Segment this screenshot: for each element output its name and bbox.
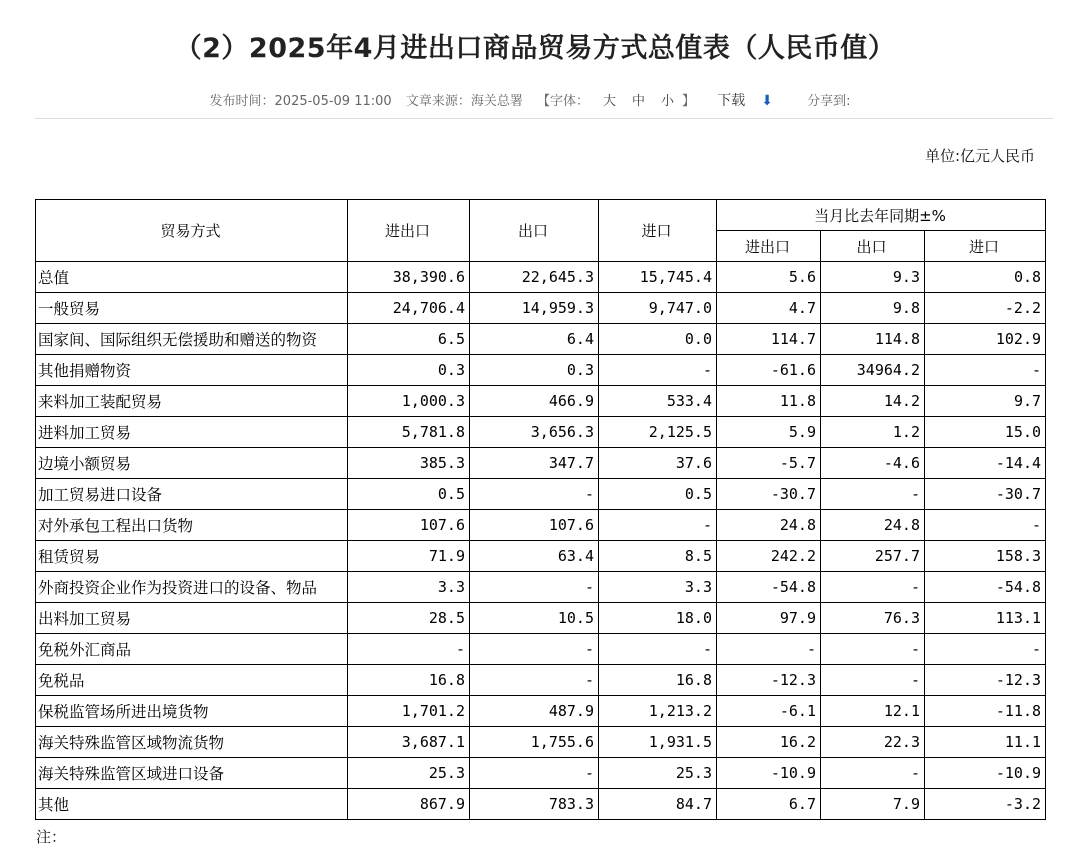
share-label: 分享到: <box>807 94 851 109</box>
row-name: 海关特殊监管区域进口设备 <box>36 758 348 789</box>
header-yoy-export: 出口 <box>821 231 925 262</box>
cell-export: 10.5 <box>470 603 599 634</box>
font-size-close: 】 <box>682 94 696 109</box>
cell-export: 63.4 <box>470 541 599 572</box>
cell-import: 37.6 <box>599 448 717 479</box>
header-total: 进出口 <box>348 200 470 262</box>
cell-import: 9,747.0 <box>599 293 717 324</box>
header-export: 出口 <box>470 200 599 262</box>
table-row <box>36 293 1046 324</box>
cell-total: 0.5 <box>348 479 470 510</box>
cell-import: 0.0 <box>599 324 717 355</box>
trade-mode-table <box>35 199 1046 820</box>
row-name: 来料加工装配贸易 <box>36 386 348 417</box>
article-meta <box>0 90 1070 110</box>
cell-export: 3,656.3 <box>470 417 599 448</box>
cell-yoy-export: 9.8 <box>821 293 925 324</box>
cell-yoy-total: -61.6 <box>717 355 821 386</box>
header-yoy-total: 进出口 <box>717 231 821 262</box>
row-name: 其他捐赠物资 <box>36 355 348 386</box>
cell-total: 16.8 <box>348 665 470 696</box>
cell-yoy-export: 9.3 <box>821 262 925 293</box>
cell-yoy-import: -3.2 <box>925 789 1046 820</box>
cell-yoy-export: - <box>821 634 925 665</box>
cell-yoy-total: -54.8 <box>717 572 821 603</box>
header-yoy-group: 当月比去年同期±% <box>717 200 1046 231</box>
cell-export: 783.3 <box>470 789 599 820</box>
table-row <box>36 758 1046 789</box>
cell-yoy-export: -4.6 <box>821 448 925 479</box>
row-name: 加工贸易进口设备 <box>36 479 348 510</box>
cell-yoy-total: 5.9 <box>717 417 821 448</box>
font-size-small-link[interactable]: 小 <box>661 94 675 109</box>
cell-total: 38,390.6 <box>348 262 470 293</box>
row-name: 外商投资企业作为投资进口的设备、物品 <box>36 572 348 603</box>
font-size-large-link[interactable]: 大 <box>603 94 617 109</box>
cell-export: - <box>470 572 599 603</box>
cell-yoy-export: - <box>821 572 925 603</box>
publish-time: 发布时间：2025-05-09 11:00 <box>209 94 392 109</box>
table-row <box>36 510 1046 541</box>
header-divider <box>35 118 1053 119</box>
header-yoy-import: 进口 <box>925 231 1046 262</box>
cell-export: 6.4 <box>470 324 599 355</box>
cell-yoy-total: 24.8 <box>717 510 821 541</box>
cell-yoy-total: 242.2 <box>717 541 821 572</box>
cell-export: 487.9 <box>470 696 599 727</box>
page-title: （2）2025年4月进出口商品贸易方式总值表（人民币值） <box>174 33 896 64</box>
cell-total: 28.5 <box>348 603 470 634</box>
cell-yoy-total: 114.7 <box>717 324 821 355</box>
cell-import: - <box>599 510 717 541</box>
cell-total: 3,687.1 <box>348 727 470 758</box>
cell-yoy-import: 113.1 <box>925 603 1046 634</box>
cell-total: 25.3 <box>348 758 470 789</box>
cell-yoy-import: - <box>925 355 1046 386</box>
header-trade-mode: 贸易方式 <box>36 200 348 262</box>
article-source: 文章来源：海关总署 <box>405 94 523 109</box>
cell-yoy-export: 1.2 <box>821 417 925 448</box>
cell-yoy-total: 5.6 <box>717 262 821 293</box>
cell-total: 71.9 <box>348 541 470 572</box>
table-row <box>36 634 1046 665</box>
cell-export: 107.6 <box>470 510 599 541</box>
row-name: 免税品 <box>36 665 348 696</box>
cell-yoy-export: 114.8 <box>821 324 925 355</box>
cell-import: 15,745.4 <box>599 262 717 293</box>
cell-total: 867.9 <box>348 789 470 820</box>
table-row <box>36 417 1046 448</box>
header-import: 进口 <box>599 200 717 262</box>
cell-yoy-total: 16.2 <box>717 727 821 758</box>
font-size-label: 【字体： <box>536 94 589 109</box>
row-name: 对外承包工程出口货物 <box>36 510 348 541</box>
cell-total: 1,000.3 <box>348 386 470 417</box>
cell-yoy-import: 158.3 <box>925 541 1046 572</box>
table-row <box>36 789 1046 820</box>
cell-import: 3.3 <box>599 572 717 603</box>
cell-import: - <box>599 355 717 386</box>
cell-yoy-import: -2.2 <box>925 293 1046 324</box>
cell-import: 25.3 <box>599 758 717 789</box>
cell-total: 5,781.8 <box>348 417 470 448</box>
cell-yoy-total: 6.7 <box>717 789 821 820</box>
table-row <box>36 603 1046 634</box>
cell-import: 533.4 <box>599 386 717 417</box>
cell-yoy-total: 4.7 <box>717 293 821 324</box>
cell-yoy-export: - <box>821 758 925 789</box>
cell-yoy-import: - <box>925 510 1046 541</box>
note-label: 注： <box>36 828 67 846</box>
row-name: 总值 <box>36 262 348 293</box>
cell-yoy-import: 102.9 <box>925 324 1046 355</box>
table-row <box>36 386 1046 417</box>
table-row <box>36 262 1046 293</box>
download-link[interactable]: 下载 <box>717 93 746 109</box>
cell-yoy-import: 15.0 <box>925 417 1046 448</box>
font-size-medium-link[interactable]: 中 <box>632 94 646 109</box>
row-name: 边境小额贸易 <box>36 448 348 479</box>
cell-total: 385.3 <box>348 448 470 479</box>
cell-yoy-export: 76.3 <box>821 603 925 634</box>
cell-export: - <box>470 665 599 696</box>
cell-yoy-export: 7.9 <box>821 789 925 820</box>
cell-import: - <box>599 634 717 665</box>
cell-yoy-export: 257.7 <box>821 541 925 572</box>
table-row <box>36 572 1046 603</box>
cell-yoy-total: - <box>717 634 821 665</box>
cell-yoy-export: - <box>821 479 925 510</box>
cell-import: 1,931.5 <box>599 727 717 758</box>
table-row <box>36 355 1046 386</box>
cell-import: 84.7 <box>599 789 717 820</box>
cell-total: 0.3 <box>348 355 470 386</box>
table-row <box>36 448 1046 479</box>
cell-yoy-import: - <box>925 634 1046 665</box>
cell-export: 347.7 <box>470 448 599 479</box>
cell-yoy-import: -30.7 <box>925 479 1046 510</box>
table-row <box>36 479 1046 510</box>
row-name: 保税监管场所进出境货物 <box>36 696 348 727</box>
cell-import: 2,125.5 <box>599 417 717 448</box>
cell-import: 0.5 <box>599 479 717 510</box>
cell-export: 14,959.3 <box>470 293 599 324</box>
cell-yoy-export: 14.2 <box>821 386 925 417</box>
row-name: 租赁贸易 <box>36 541 348 572</box>
cell-yoy-total: -30.7 <box>717 479 821 510</box>
cell-yoy-export: 22.3 <box>821 727 925 758</box>
row-name: 国家间、国际组织无偿援助和赠送的物资 <box>36 324 348 355</box>
cell-total: 3.3 <box>348 572 470 603</box>
cell-yoy-import: -14.4 <box>925 448 1046 479</box>
row-name: 海关特殊监管区域物流货物 <box>36 727 348 758</box>
cell-yoy-import: 9.7 <box>925 386 1046 417</box>
cell-yoy-total: -12.3 <box>717 665 821 696</box>
cell-yoy-import: -11.8 <box>925 696 1046 727</box>
row-name: 其他 <box>36 789 348 820</box>
cell-yoy-export: - <box>821 665 925 696</box>
row-name: 出料加工贸易 <box>36 603 348 634</box>
row-name: 免税外汇商品 <box>36 634 348 665</box>
cell-yoy-export: 12.1 <box>821 696 925 727</box>
cell-import: 16.8 <box>599 665 717 696</box>
cell-export: - <box>470 758 599 789</box>
cell-yoy-total: -6.1 <box>717 696 821 727</box>
row-name: 进料加工贸易 <box>36 417 348 448</box>
table-row <box>36 324 1046 355</box>
cell-total: 6.5 <box>348 324 470 355</box>
cell-yoy-import: -54.8 <box>925 572 1046 603</box>
cell-total: 1,701.2 <box>348 696 470 727</box>
cell-import: 8.5 <box>599 541 717 572</box>
cell-yoy-import: -10.9 <box>925 758 1046 789</box>
table-row <box>36 727 1046 758</box>
cell-yoy-total: 11.8 <box>717 386 821 417</box>
cell-export: 466.9 <box>470 386 599 417</box>
cell-yoy-import: 11.1 <box>925 727 1046 758</box>
cell-total: - <box>348 634 470 665</box>
table-row <box>36 696 1046 727</box>
cell-export: - <box>470 479 599 510</box>
cell-export: - <box>470 634 599 665</box>
cell-yoy-import: -12.3 <box>925 665 1046 696</box>
cell-yoy-total: -5.7 <box>717 448 821 479</box>
cell-export: 22,645.3 <box>470 262 599 293</box>
cell-export: 0.3 <box>470 355 599 386</box>
row-name: 一般贸易 <box>36 293 348 324</box>
cell-export: 1,755.6 <box>470 727 599 758</box>
cell-import: 1,213.2 <box>599 696 717 727</box>
table-row <box>36 665 1046 696</box>
cell-yoy-export: 34964.2 <box>821 355 925 386</box>
cell-yoy-total: -10.9 <box>717 758 821 789</box>
cell-yoy-export: 24.8 <box>821 510 925 541</box>
cell-yoy-total: 97.9 <box>717 603 821 634</box>
cell-total: 24,706.4 <box>348 293 470 324</box>
table-row <box>36 541 1046 572</box>
cell-yoy-import: 0.8 <box>925 262 1046 293</box>
cell-import: 18.0 <box>599 603 717 634</box>
cell-total: 107.6 <box>348 510 470 541</box>
unit-label: 单位:亿元人民币 <box>925 147 1036 165</box>
download-icon[interactable]: ⬇ <box>761 93 773 109</box>
